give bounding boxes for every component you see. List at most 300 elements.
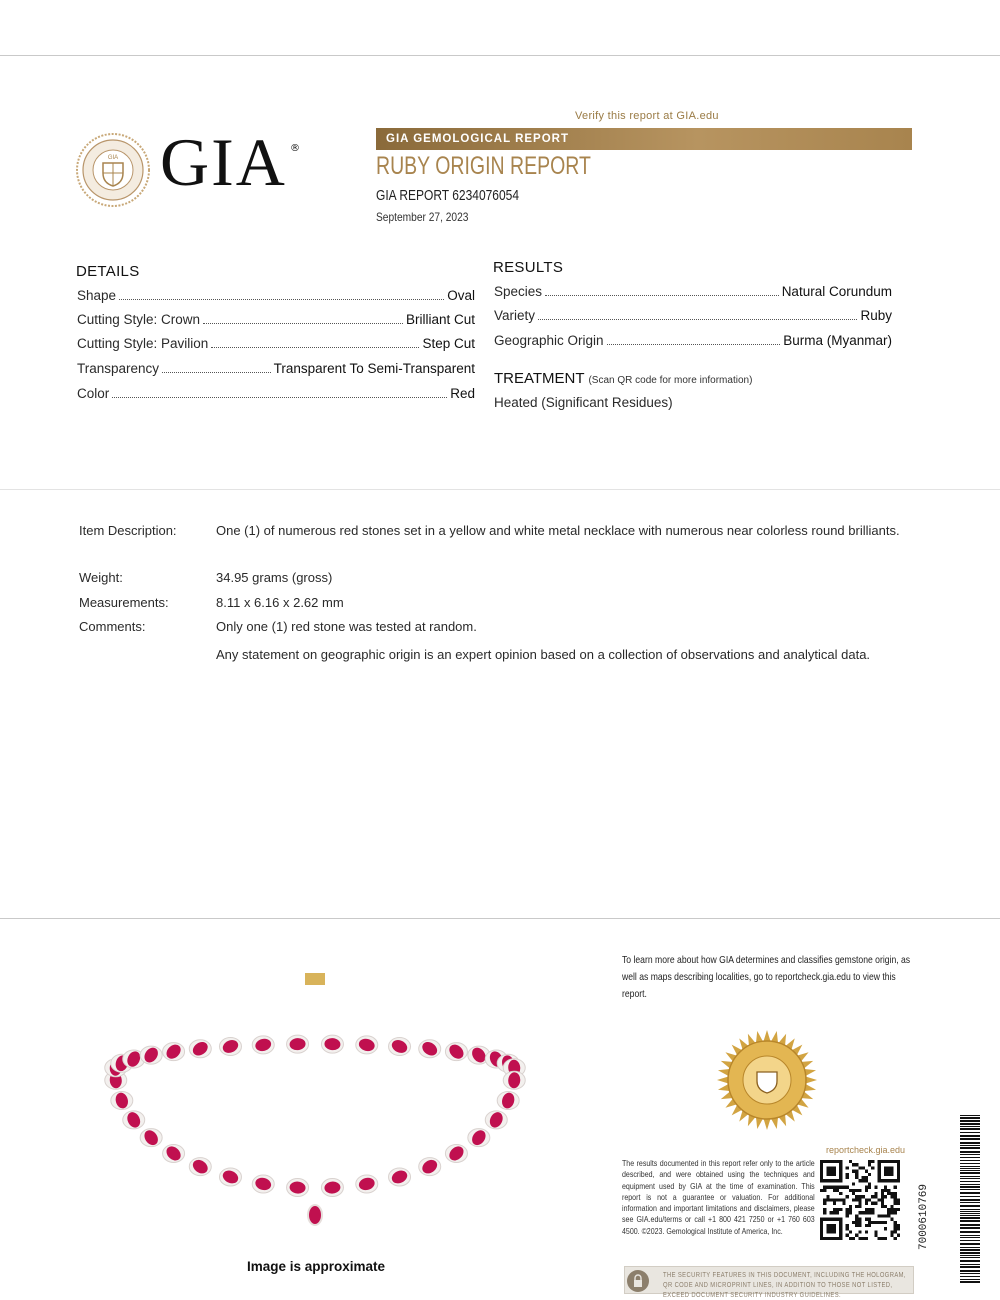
qr-module	[881, 1198, 884, 1201]
details-value: Red	[450, 386, 475, 401]
qr-module	[855, 1195, 858, 1198]
qr-module	[846, 1211, 849, 1214]
barcode-bar	[960, 1257, 980, 1258]
qr-module	[849, 1230, 852, 1233]
qr-module	[823, 1211, 826, 1214]
reportcheck-link[interactable]: reportcheck.gia.edu	[826, 1145, 906, 1155]
qr-module	[858, 1202, 861, 1205]
comments-row	[79, 619, 909, 689]
qr-module	[858, 1218, 861, 1221]
qr-finder	[826, 1166, 836, 1176]
barcode-bar	[960, 1189, 980, 1190]
qr-module	[862, 1211, 865, 1214]
qr-module	[839, 1186, 842, 1189]
qr-module	[858, 1230, 861, 1233]
qr-module	[833, 1202, 836, 1205]
qr-module	[858, 1195, 861, 1198]
qr-module	[855, 1189, 858, 1192]
qr-module	[884, 1214, 887, 1217]
qr-module	[865, 1186, 868, 1189]
qr-module	[855, 1224, 858, 1227]
details-row	[77, 312, 475, 327]
qr-module	[865, 1179, 868, 1182]
qr-module	[855, 1170, 858, 1173]
qr-module	[868, 1182, 871, 1185]
qr-module	[855, 1176, 858, 1179]
qr-module	[871, 1211, 874, 1214]
barcode-bar	[960, 1243, 980, 1245]
fold-line	[0, 55, 1000, 56]
qr-module	[868, 1221, 871, 1224]
qr-module	[862, 1176, 865, 1179]
barcode-bar	[960, 1273, 980, 1274]
details-value: Oval	[447, 288, 475, 303]
fold-line	[0, 918, 1000, 919]
item-description-label: Item Description:	[79, 523, 177, 538]
qr-module	[894, 1192, 897, 1195]
qr-module	[894, 1227, 897, 1230]
barcode-bar	[960, 1142, 980, 1144]
qr-module	[849, 1205, 852, 1208]
details-value: Brilliant Cut	[405, 312, 475, 327]
qr-module	[849, 1237, 852, 1240]
verify-link[interactable]: Verify this report at GIA.edu	[575, 110, 719, 122]
qr-module	[894, 1195, 897, 1198]
qr-module	[890, 1230, 893, 1233]
results-row	[494, 308, 892, 323]
qr-module	[855, 1173, 858, 1176]
results-row	[494, 333, 892, 348]
barcode-bar	[960, 1184, 980, 1185]
measurements-value: 8.11 x 6.16 x 2.62 mm	[216, 595, 344, 610]
barcode-bar	[960, 1181, 980, 1182]
qr-module	[855, 1218, 858, 1221]
qr-module	[842, 1202, 845, 1205]
qr-module	[871, 1166, 874, 1169]
details-value: Transparent To Semi-Transparent	[273, 361, 475, 376]
qr-module	[884, 1195, 887, 1198]
qr-module	[894, 1230, 897, 1233]
qr-module	[852, 1198, 855, 1201]
barcode-bar	[960, 1199, 980, 1201]
qr-module	[849, 1160, 852, 1163]
qr-module	[887, 1211, 890, 1214]
qr-module	[868, 1198, 871, 1201]
serial-number: 7000610769	[918, 1183, 930, 1250]
details-row	[77, 336, 475, 351]
barcode-bar	[960, 1192, 980, 1194]
qr-module	[852, 1221, 855, 1224]
barcode-bar	[960, 1132, 980, 1133]
gold-hologram-seal	[715, 1028, 819, 1132]
qr-module	[865, 1176, 868, 1179]
qr-module	[849, 1208, 852, 1211]
qr-module	[846, 1208, 849, 1211]
learn-more-text: To learn more about how GIA determines and classifies gemstone origin, as well as maps describing localities, go to reportcheck.gia.edu to view this report.	[622, 954, 911, 1000]
barcode-bar	[960, 1220, 980, 1222]
qr-module	[868, 1186, 871, 1189]
barcode-bar	[960, 1151, 980, 1153]
barcode-bar	[960, 1281, 980, 1283]
seal-shield	[757, 1072, 777, 1093]
qr-module	[826, 1198, 829, 1201]
qr-module	[855, 1163, 858, 1166]
qr-module	[874, 1234, 877, 1237]
details-value: Step Cut	[422, 336, 475, 351]
results-label: Variety	[494, 308, 536, 323]
qr-module	[836, 1211, 839, 1214]
qr-module	[874, 1192, 877, 1195]
qr-module	[890, 1192, 893, 1195]
qr-module	[836, 1189, 839, 1192]
details-label: Cutting Style: Pavilion	[77, 336, 209, 351]
barcode	[960, 1115, 980, 1290]
barcode-bar	[960, 1196, 980, 1197]
qr-module	[858, 1237, 861, 1240]
qr-module	[890, 1218, 893, 1221]
results-heading: RESULTS	[493, 259, 564, 276]
barcode-bar	[960, 1235, 980, 1236]
barcode-bar	[960, 1209, 980, 1210]
qr-module	[881, 1195, 884, 1198]
barcode-bar	[960, 1205, 980, 1207]
qr-module	[846, 1214, 849, 1217]
qr-module	[874, 1230, 877, 1233]
qr-module	[881, 1237, 884, 1240]
qr-module	[842, 1198, 845, 1201]
qr-module	[849, 1189, 852, 1192]
qr-module	[881, 1202, 884, 1205]
qr-module	[833, 1208, 836, 1211]
qr-module	[846, 1234, 849, 1237]
barcode-bar	[960, 1120, 980, 1122]
qr-module	[890, 1205, 893, 1208]
qr-module	[820, 1189, 823, 1192]
barcode-bar	[960, 1160, 980, 1161]
report-number: GIA REPORT 6234076054	[376, 187, 519, 204]
barcode-bar	[960, 1231, 980, 1233]
results-value: Natural Corundum	[781, 284, 892, 299]
details-label: Transparency	[77, 361, 160, 376]
details-label: Cutting Style: Crown	[77, 312, 201, 327]
measurements-label: Measurements:	[79, 595, 169, 610]
barcode-bar	[960, 1249, 980, 1251]
qr-module	[865, 1237, 868, 1240]
qr-module	[862, 1179, 865, 1182]
qr-module	[823, 1186, 826, 1189]
barcode-bar	[960, 1115, 980, 1116]
qr-module	[852, 1237, 855, 1240]
qr-module	[884, 1237, 887, 1240]
registered-mark: ®	[290, 143, 300, 154]
qr-module	[823, 1202, 826, 1205]
barcode-bar	[960, 1224, 980, 1226]
qr-module	[858, 1189, 861, 1192]
qr-module	[897, 1208, 900, 1211]
details-heading: DETAILS	[76, 263, 140, 280]
details-row	[77, 386, 475, 401]
barcode-bar	[960, 1117, 980, 1119]
report-date: September 27, 2023	[376, 210, 469, 224]
barcode-bar	[960, 1211, 980, 1212]
qr-module	[871, 1195, 874, 1198]
barcode-bar	[960, 1163, 980, 1164]
qr-module	[855, 1198, 858, 1201]
details-label: Color	[77, 386, 110, 401]
qr-module	[865, 1230, 868, 1233]
barcode-bar	[960, 1217, 980, 1219]
qr-module	[874, 1195, 877, 1198]
results-value: Burma (Myanmar)	[783, 333, 892, 348]
qr-code[interactable]	[820, 1160, 900, 1240]
qr-module	[846, 1186, 849, 1189]
qr-module	[823, 1189, 826, 1192]
qr-module	[852, 1170, 855, 1173]
image-caption: Image is approximate	[247, 1259, 386, 1274]
qr-module	[858, 1198, 861, 1201]
gia-seal-logo	[76, 133, 150, 207]
qr-module	[862, 1237, 865, 1240]
barcode-bar	[960, 1166, 980, 1167]
qr-module	[858, 1211, 861, 1214]
barcode-bar	[960, 1135, 980, 1137]
qr-module	[865, 1211, 868, 1214]
qr-module	[852, 1182, 855, 1185]
qr-module	[884, 1189, 887, 1192]
qr-module	[855, 1221, 858, 1224]
qr-module	[890, 1211, 893, 1214]
disclaimer-text: The results documented in this report refer only to the article described, and were obtained using the techniques and equipment used by GIA at the time of examination. This report is not a guarantee or valuation. For additional information and important limitations and disclaimers, please see GIA.edu/terms or call +1 800 421 7250 or +1 760 603 4500. ©2023. Gemological Institute of America, Inc.	[622, 1158, 815, 1236]
barcode-bar	[960, 1255, 980, 1256]
qr-module	[865, 1198, 868, 1201]
qr-module	[881, 1214, 884, 1217]
qr-module	[855, 1234, 858, 1237]
qr-module	[890, 1195, 893, 1198]
qr-module	[878, 1198, 881, 1201]
details-row	[77, 361, 475, 376]
qr-module	[846, 1227, 849, 1230]
qr-module	[833, 1189, 836, 1192]
treatment-value: Heated (Significant Residues)	[494, 395, 673, 410]
necklace-clasp	[305, 973, 325, 985]
qr-module	[849, 1211, 852, 1214]
qr-module	[826, 1186, 829, 1189]
qr-module	[890, 1234, 893, 1237]
qr-module	[830, 1186, 833, 1189]
qr-module	[868, 1211, 871, 1214]
qr-finder	[826, 1224, 836, 1234]
seal-text: GIA	[107, 155, 119, 161]
qr-module	[846, 1224, 849, 1227]
qr-module	[830, 1198, 833, 1201]
qr-module	[862, 1166, 865, 1169]
barcode-bar	[960, 1123, 980, 1125]
barcode-bar	[960, 1172, 980, 1174]
qr-module	[881, 1221, 884, 1224]
barcode-bar	[960, 1157, 980, 1158]
qr-module	[855, 1205, 858, 1208]
qr-module	[897, 1227, 900, 1230]
qr-module	[858, 1224, 861, 1227]
qr-module	[846, 1195, 849, 1198]
qr-module	[842, 1186, 845, 1189]
qr-module	[858, 1221, 861, 1224]
comments-line-2: Any statement on geographic origin is an expert opinion based on a collection of observations and analytical data.	[216, 647, 871, 662]
qr-module	[874, 1186, 877, 1189]
qr-module	[836, 1186, 839, 1189]
qr-module	[852, 1163, 855, 1166]
qr-module	[868, 1208, 871, 1211]
qr-module	[846, 1173, 849, 1176]
qr-module	[897, 1198, 900, 1201]
barcode-bar	[960, 1147, 980, 1149]
qr-module	[865, 1202, 868, 1205]
weight-label: Weight:	[79, 570, 123, 585]
results-label: Geographic Origin	[494, 333, 604, 348]
qr-module	[846, 1166, 849, 1169]
qr-module	[874, 1202, 877, 1205]
barcode-bar	[960, 1279, 980, 1280]
qr-module	[881, 1192, 884, 1195]
barcode-bar	[960, 1154, 980, 1155]
qr-module	[839, 1198, 842, 1201]
qr-module	[894, 1224, 897, 1227]
qr-module	[887, 1189, 890, 1192]
results-label: Species	[494, 284, 543, 299]
qr-module	[894, 1221, 897, 1224]
qr-module	[823, 1208, 826, 1211]
report-banner: GIA GEMOLOGICAL REPORT	[376, 128, 912, 150]
barcode-bar	[960, 1202, 980, 1203]
fold-line	[0, 489, 1000, 490]
qr-module	[871, 1221, 874, 1224]
barcode-bar	[960, 1247, 980, 1248]
qr-module	[874, 1221, 877, 1224]
barcode-bar	[960, 1266, 980, 1268]
results-row	[494, 284, 892, 299]
measurements-row	[79, 595, 909, 615]
qr-module	[830, 1211, 833, 1214]
qr-module	[887, 1214, 890, 1217]
barcode-bar	[960, 1128, 980, 1130]
qr-module	[868, 1224, 871, 1227]
qr-module	[858, 1179, 861, 1182]
qr-module	[881, 1205, 884, 1208]
barcode-bar	[960, 1270, 980, 1272]
barcode-bar	[960, 1170, 980, 1171]
comments-label: Comments:	[79, 619, 146, 634]
treatment-note: (Scan QR code for more information)	[588, 375, 753, 386]
barcode-bar	[960, 1168, 980, 1169]
qr-module	[858, 1166, 861, 1169]
lock-icon	[627, 1270, 649, 1292]
qr-module	[871, 1202, 874, 1205]
qr-module	[894, 1198, 897, 1201]
qr-module	[865, 1224, 868, 1227]
barcode-bar	[960, 1138, 980, 1140]
qr-module	[858, 1205, 861, 1208]
qr-module	[855, 1214, 858, 1217]
qr-module	[897, 1224, 900, 1227]
security-text: THE SECURITY FEATURES IN THIS DOCUMENT, INCLUDING THE HOLOGRAM, QR CODE AND MICROPRINT LINES, IN ADDITION TO THOSE NOT LISTED, EXCEED DOCUMENT SECURITY INDUSTRY GUIDELINES.	[663, 1270, 906, 1299]
qr-module	[852, 1189, 855, 1192]
qr-module	[884, 1186, 887, 1189]
qr-module	[881, 1189, 884, 1192]
qr-module	[846, 1176, 849, 1179]
qr-module	[878, 1237, 881, 1240]
qr-module	[833, 1186, 836, 1189]
item-description	[79, 516, 909, 576]
barcode-bar	[960, 1276, 980, 1277]
qr-module	[865, 1170, 868, 1173]
barcode-bar	[960, 1215, 980, 1216]
qr-module	[839, 1208, 842, 1211]
qr-module	[868, 1218, 871, 1221]
qr-module	[836, 1208, 839, 1211]
qr-module	[878, 1221, 881, 1224]
qr-module	[868, 1160, 871, 1163]
item-description-value: One (1) of numerous red stones set in a yellow and white metal necklace with numerous near colorless round brilliants.	[216, 523, 900, 538]
qr-module	[871, 1160, 874, 1163]
barcode-bar	[960, 1227, 980, 1229]
qr-module	[852, 1192, 855, 1195]
qr-module	[839, 1192, 842, 1195]
qr-module	[884, 1205, 887, 1208]
qr-module	[823, 1198, 826, 1201]
qr-module	[865, 1208, 868, 1211]
qr-module	[887, 1192, 890, 1195]
qr-module	[868, 1173, 871, 1176]
qr-module	[826, 1195, 829, 1198]
qr-module	[894, 1237, 897, 1240]
comments-line-1: Only one (1) red stone was tested at random.	[216, 619, 477, 634]
barcode-bar	[960, 1252, 980, 1254]
weight-row	[79, 570, 909, 590]
qr-module	[836, 1198, 839, 1201]
barcode-bar	[960, 1186, 980, 1188]
qr-module	[884, 1227, 887, 1230]
qr-module	[833, 1198, 836, 1201]
qr-module	[868, 1163, 871, 1166]
treatment-heading: TREATMENT (Scan QR code for more information)	[494, 370, 753, 387]
qr-module	[897, 1234, 900, 1237]
barcode-bar	[960, 1240, 980, 1241]
qr-finder	[884, 1166, 894, 1176]
qr-module	[894, 1208, 897, 1211]
necklace-image	[100, 960, 540, 1230]
qr-module	[878, 1214, 881, 1217]
qr-module	[894, 1186, 897, 1189]
barcode-bar	[960, 1237, 980, 1238]
details-label: Shape	[77, 288, 117, 303]
gia-logo-text: GIA	[160, 124, 287, 200]
qr-module	[862, 1195, 865, 1198]
qr-module	[865, 1189, 868, 1192]
qr-module	[887, 1208, 890, 1211]
barcode-bar	[960, 1176, 980, 1177]
barcode-bar	[960, 1260, 980, 1262]
barcode-bar	[960, 1145, 980, 1146]
barcode-bar	[960, 1213, 980, 1214]
qr-module	[833, 1211, 836, 1214]
barcode-bar	[960, 1126, 980, 1127]
qr-module	[894, 1202, 897, 1205]
qr-module	[897, 1202, 900, 1205]
pendant-ruby	[308, 1205, 322, 1225]
qr-module	[884, 1221, 887, 1224]
barcode-bar	[960, 1178, 980, 1179]
report-title: RUBY ORIGIN REPORT	[376, 152, 591, 180]
